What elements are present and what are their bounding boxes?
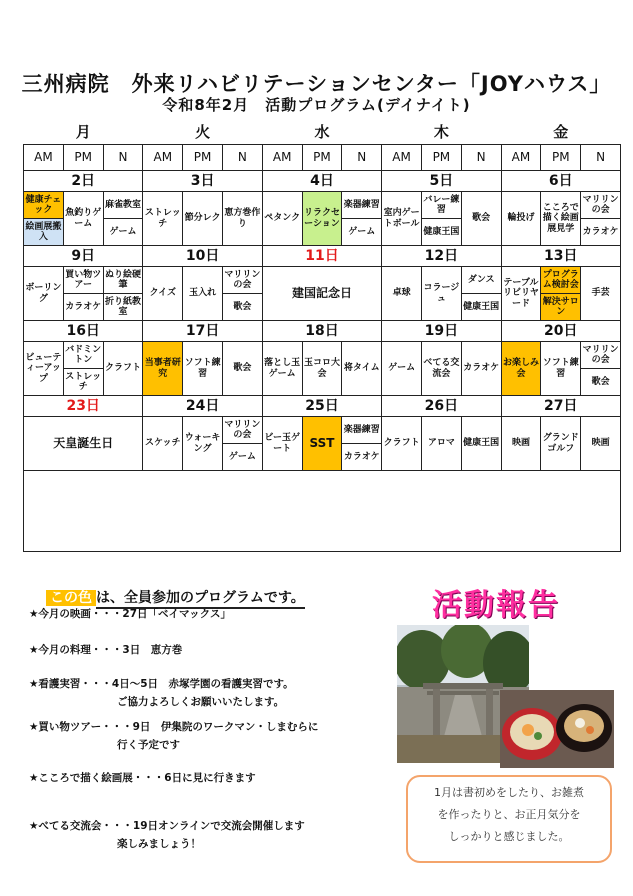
activity-cell: カラオケ: [581, 219, 621, 246]
report-message-line: 1月は書初めをしたり、お雑煮: [434, 786, 584, 799]
activity-cell: コラージュ: [421, 267, 461, 321]
note-line: ★今月の料理・・・3日 恵方巻: [29, 644, 183, 656]
activity-cell: 玉コロ大会: [302, 342, 342, 396]
date-cell: 5日: [382, 171, 501, 192]
note-line: ★看護実習・・・4日～5日 赤塚学園の看護実習です。: [29, 678, 294, 690]
activity-cell: 輪投げ: [501, 192, 541, 246]
slot-am: AM: [24, 145, 64, 171]
activity-cell: 健康王国: [421, 219, 461, 246]
activity-cell: 卓球: [382, 267, 422, 321]
note-item: [29, 770, 256, 785]
activity-cell: 歌会: [222, 294, 262, 321]
activity-cell: ウォーキング: [183, 417, 223, 471]
activity-cell: テーブルリビリヤード: [501, 267, 541, 321]
activity-cell: ペタンク: [262, 192, 302, 246]
slot-pm: PM: [302, 145, 342, 171]
date-cell: 27日: [501, 396, 620, 417]
activity-cell: 歌会: [222, 342, 262, 396]
legend-text: は、全員参加のプログラムです。: [96, 590, 305, 609]
activity-cell: 解決サロン: [541, 294, 581, 321]
activity-cell: クイズ: [143, 267, 183, 321]
date-cell: 19日: [382, 321, 501, 342]
activity-cell: べてる交流会: [421, 342, 461, 396]
slot-am: AM: [382, 145, 422, 171]
holiday-cell: 建国記念日: [262, 267, 381, 321]
activity-cell: ゲーム: [222, 444, 262, 471]
activity-cell: こころで描く絵画展見学: [541, 192, 581, 246]
blank-row: [24, 471, 621, 552]
activity-cell: 歌会: [581, 369, 621, 396]
date-cell: 16日: [24, 321, 143, 342]
activity-cell: バドミントン: [63, 342, 103, 369]
date-cell: 18日: [262, 321, 381, 342]
activity-cell: 健康チェック: [24, 192, 64, 219]
note-line: ★今月の映画・・・27日「ベイマックス」: [29, 608, 231, 620]
slot-am: AM: [143, 145, 183, 171]
activity-cell: 折り紙教室: [103, 294, 143, 321]
slot-pm: PM: [183, 145, 223, 171]
note-line-2: 楽しみましょう！: [117, 838, 201, 850]
activity-cell: SST: [302, 417, 342, 471]
report-title: 活動報告: [432, 588, 560, 623]
activity-cell: 落とし玉ゲーム: [262, 342, 302, 396]
activity-cell: ビー玉ゲート: [262, 417, 302, 471]
activity-cell: 健康王国: [461, 294, 501, 321]
report-message-line: しっかりと感じました。: [448, 830, 570, 843]
activity-cell: 玉入れ: [183, 267, 223, 321]
activity-cell: ソフト練習: [541, 342, 581, 396]
note-line: ★買い物ツアー・・・9日 伊集院のワークマン・しまむらに: [29, 721, 319, 733]
activity-cell: ビューティーアップ: [24, 342, 64, 396]
activity-cell: クラフト: [103, 342, 143, 396]
weekday-thu: 木: [433, 123, 449, 142]
activity-cell: ダンス: [461, 267, 501, 294]
program-calendar: [23, 122, 621, 552]
activity-cell: ストレッチ: [63, 369, 103, 396]
activity-cell: 楽器練習: [342, 192, 382, 219]
weekday-wed: 水: [314, 123, 330, 142]
date-cell: 17日: [143, 321, 262, 342]
page-title: 三州病院 外来リハビリテーションセンター「JOYハウス」: [21, 72, 612, 96]
activity-cell: マリリンの会: [222, 267, 262, 294]
weekday-fri: 金: [553, 123, 569, 142]
date-cell: 13日: [501, 246, 620, 267]
activity-cell: グランドゴルフ: [541, 417, 581, 471]
activity-cell: 手芸: [581, 267, 621, 321]
weekday-mon: 月: [75, 123, 91, 142]
activity-cell: ぬり絵硬筆: [103, 267, 143, 294]
activity-cell: 映画: [581, 417, 621, 471]
slot-am: AM: [501, 145, 541, 171]
note-item: [29, 642, 182, 657]
legend: [46, 587, 305, 607]
activity-cell: マリリンの会: [581, 342, 621, 369]
report-message-line: を作ったりと、お正月気分を: [437, 808, 581, 821]
slot-n: N: [342, 145, 382, 171]
activity-cell: お楽しみ会: [501, 342, 541, 396]
date-cell: 3日: [143, 171, 262, 192]
activity-cell: ゲーム: [342, 219, 382, 246]
activity-cell: 楽器練習: [342, 417, 382, 444]
date-cell: 2日: [24, 171, 143, 192]
activity-cell: ソフト練習: [183, 342, 223, 396]
note-line: ★べてる交流会・・・19日オンラインで交流会開催します: [29, 820, 305, 832]
activity-cell: バレー練習: [421, 192, 461, 219]
slot-n: N: [461, 145, 501, 171]
activity-cell: ゲーム: [103, 219, 143, 246]
slot-am: AM: [262, 145, 302, 171]
date-cell: 12日: [382, 246, 501, 267]
activity-cell: 魚釣りゲーム: [63, 192, 103, 246]
date-cell: 20日: [501, 321, 620, 342]
activity-cell: ストレッチ: [143, 192, 183, 246]
slot-n: N: [222, 145, 262, 171]
activity-cell: ゲーム: [382, 342, 422, 396]
activity-cell: ボーリング: [24, 267, 64, 321]
slot-n: N: [103, 145, 143, 171]
note-line: ★こころで描く絵画展・・・6日に見に行きます: [29, 772, 256, 784]
date-cell: 26日: [382, 396, 501, 417]
activity-cell: 室内ゲートボール: [382, 192, 422, 246]
activity-cell: アロマ: [421, 417, 461, 471]
activity-cell: 将タイム: [342, 342, 382, 396]
activity-cell: リラクセーション: [302, 192, 342, 246]
activity-cell: クラフト: [382, 417, 422, 471]
activity-cell: 健康王国: [461, 417, 501, 471]
date-cell: 9日: [24, 246, 143, 267]
date-cell: 25日: [262, 396, 381, 417]
date-cell-holiday: 11日: [262, 246, 381, 267]
note-line-2: ご協力よろしくお願いいたします。: [117, 696, 285, 708]
activity-cell: カラオケ: [342, 444, 382, 471]
slot-n: N: [581, 145, 621, 171]
date-cell: 4日: [262, 171, 381, 192]
slot-pm: PM: [541, 145, 581, 171]
activity-cell: カラオケ: [461, 342, 501, 396]
weekday-tue: 火: [195, 123, 211, 142]
zoni-photo: [500, 690, 614, 768]
activity-cell: マリリンの会: [222, 417, 262, 444]
activity-cell: カラオケ: [63, 294, 103, 321]
page-subtitle: 令和8年2月 活動プログラム(デイナイト): [162, 96, 471, 114]
date-cell: 10日: [143, 246, 262, 267]
activity-cell: 買い物ツアー: [63, 267, 103, 294]
activity-cell: 恵方巻作り: [222, 192, 262, 246]
activity-cell: プログラム検討会: [541, 267, 581, 294]
report-message-box: [406, 775, 612, 863]
activity-cell: マリリンの会: [581, 192, 621, 219]
activity-cell: 映画: [501, 417, 541, 471]
activity-cell: 絵画展搬入: [24, 219, 64, 246]
slot-pm: PM: [63, 145, 103, 171]
holiday-cell: 天皇誕生日: [24, 417, 143, 471]
activity-cell: 当事者研究: [143, 342, 183, 396]
activity-cell: 歌会: [461, 192, 501, 246]
date-cell: 24日: [143, 396, 262, 417]
note-line-2: 行く予定です: [117, 739, 180, 751]
date-cell: 6日: [501, 171, 620, 192]
note-item: [29, 818, 305, 851]
note-item: [29, 676, 294, 709]
activity-cell: 麻雀教室: [103, 192, 143, 219]
date-cell-holiday: 23日: [24, 396, 143, 417]
slot-pm: PM: [421, 145, 461, 171]
activity-cell: 節分レク: [183, 192, 223, 246]
note-item: [29, 606, 231, 621]
activity-cell: スケッチ: [143, 417, 183, 471]
legend-color-sample: この色: [46, 590, 96, 606]
note-item: [29, 719, 318, 752]
